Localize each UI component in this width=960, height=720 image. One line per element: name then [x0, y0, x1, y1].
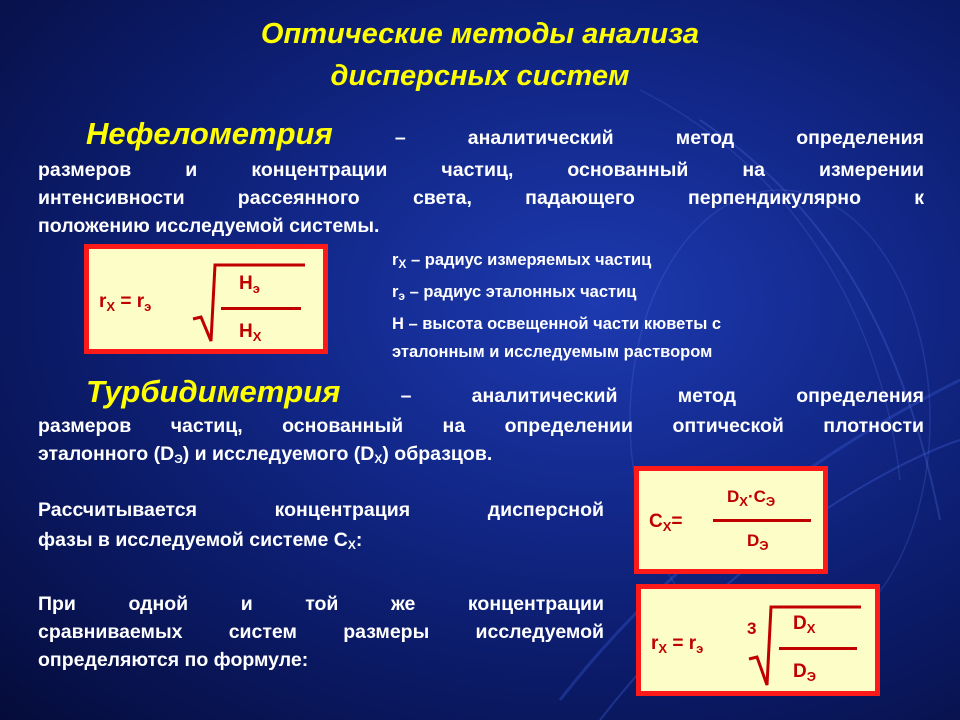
turbidimetry-term: Турбидиметрия: [86, 374, 341, 409]
formula1-fraction-bar: [221, 307, 301, 310]
formula2-lhs: $C_X=$: [649, 511, 683, 534]
formula-box-nephelometry: [84, 244, 328, 354]
formula-box-concentration: [634, 466, 828, 574]
concentration-line-2: фазы в исследуемой системе СХ:: [38, 529, 363, 552]
note-re: rэ – радиус эталонных частиц: [392, 283, 637, 303]
nephelometry-term: Нефелометрия: [86, 116, 333, 151]
formula1-denominator: $H_X$: [239, 321, 262, 344]
formula-box-sizes: [636, 584, 880, 696]
turbidimetry-line-3: эталонного (DЭ) и исследуемого (DХ) образцов.: [38, 443, 493, 466]
formula3-fraction-bar: [779, 647, 857, 650]
nephelometry-definition-line-1: [38, 114, 924, 158]
title-line-2: дисперсных систем: [330, 60, 630, 92]
formula1-notes: [392, 246, 721, 366]
sizes-line-2: сравниваемых систем размеры исследуемой: [38, 621, 604, 643]
turbidimetry-line-2: размеров частиц, основанный на определении оптической плотности: [38, 415, 924, 437]
formula1-numerator: $H_э$: [239, 273, 260, 296]
formula2-fraction-bar: [713, 519, 811, 522]
note-h-line-2: эталонным и исследуемым раствором: [392, 343, 713, 361]
note-rx: rX – радиус измеряемых частиц: [392, 251, 652, 271]
formula3-denominator: $D_Э$: [793, 661, 816, 684]
sizes-line-3: определяются по формуле:: [38, 649, 309, 671]
turbidimetry-line-1-text: – аналитический метод определения: [400, 385, 925, 407]
title-line-1: Оптические методы анализа: [260, 18, 700, 50]
formula2-denominator: $D_Э$: [747, 531, 769, 553]
formula3-numerator: $D_X$: [793, 613, 816, 636]
concentration-line-1: Рассчитывается концентрация дисперсной: [38, 499, 604, 521]
formula1-lhs: $r_X = r_э$: [99, 291, 152, 314]
turbidimetry-definition-line-1: [38, 372, 924, 416]
sizes-line-1: При одной и той же концентрации: [38, 593, 604, 615]
nephelometry-line-3: интенсивности рассеянного света, падающего перпендикулярно к: [38, 187, 924, 209]
note-h-line-1: H – высота освещенной части кюветы с: [392, 315, 722, 333]
formula2-numerator: $D_X\cdot C_Э$: [727, 487, 776, 509]
nephelometry-line-2: размеров и концентрации частиц, основанный на измерении: [38, 159, 924, 181]
nephelometry-line-1-text: – аналитический метод определения: [394, 127, 924, 149]
formula3-lhs: $r_X = r_э$: [651, 633, 704, 656]
formula3-root-index: 3: [747, 619, 757, 638]
nephelometry-line-4: положению исследуемой системы.: [38, 215, 380, 237]
